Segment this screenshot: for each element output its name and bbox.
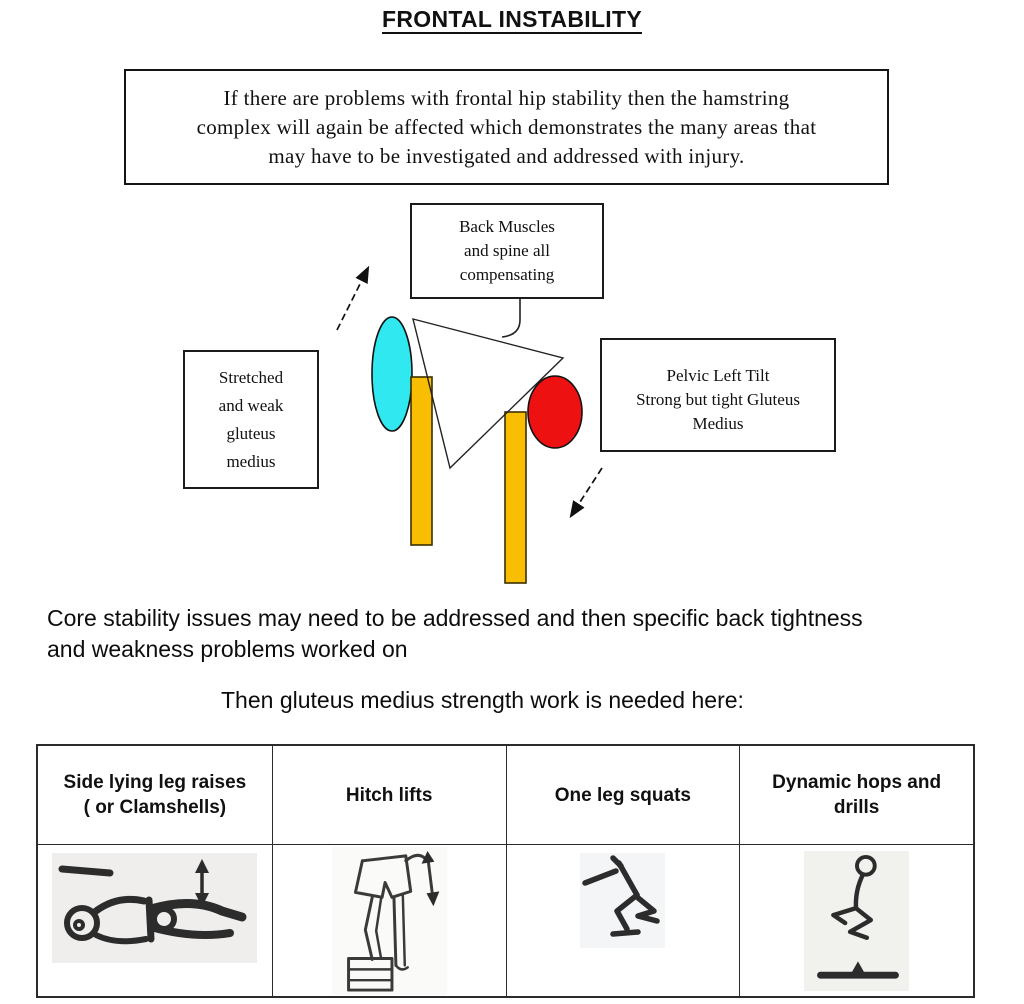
label-line: compensating <box>459 265 555 284</box>
table-header-dynamic-hops: Dynamic hops and drills <box>739 746 973 845</box>
box-connector-line <box>502 299 520 337</box>
label-line: Back Muscles <box>459 217 555 236</box>
intro-text-box <box>124 69 889 185</box>
table-header-one-leg-squats: One leg squats <box>506 746 740 845</box>
strength-work-subheading: Then gluteus medius strength work is needed here: <box>221 687 744 713</box>
pelvic-tilt-label-box <box>600 338 836 452</box>
exercise-table <box>36 744 975 998</box>
intro-line: complex will again be affected which demonstrates the many areas that <box>196 115 817 139</box>
up-left-arrow <box>337 268 368 330</box>
stretched-glute-label-box <box>183 350 319 489</box>
label-line: Stretched <box>218 368 284 387</box>
label-line: and spine all <box>464 241 550 260</box>
core-stability-paragraph <box>47 603 863 665</box>
table-cell-one-leg-squat-figure <box>506 845 740 996</box>
table-cell-side-lying-figure <box>38 845 272 996</box>
left-femur-rect <box>411 377 432 545</box>
table-cell-hitch-lift-figure <box>272 845 506 996</box>
one-leg-squat-figure <box>580 853 665 948</box>
hitch-lift-figure <box>332 847 447 995</box>
right-femur-rect <box>505 412 526 583</box>
table-cell-dynamic-hop-figure <box>739 845 973 996</box>
label-line: and weak <box>218 396 284 415</box>
intro-line: If there are problems with frontal hip stability then the hamstring <box>223 86 790 110</box>
down-right-arrow <box>571 468 602 516</box>
paragraph-line: Core stability issues may need to be addressed and then specific back tightness <box>47 605 863 631</box>
label-line: Medius <box>692 414 744 433</box>
tight-glute-ellipse <box>528 376 582 448</box>
label-line: Strong but tight Gluteus <box>636 390 800 409</box>
dynamic-hop-figure <box>804 851 909 991</box>
side-lying-leg-raise-figure <box>52 853 257 963</box>
stretched-glute-ellipse <box>372 317 412 431</box>
label-line: medius <box>226 452 276 471</box>
page-title: FRONTAL INSTABILITY <box>382 6 642 32</box>
label-line: Pelvic Left Tilt <box>666 366 770 385</box>
label-line: gluteus <box>226 424 276 443</box>
intro-line: may have to be investigated and addressed with injury. <box>268 144 745 168</box>
table-header-hitch-lifts: Hitch lifts <box>272 746 506 845</box>
table-header-side-lying: Side lying leg raises ( or Clamshells) <box>38 746 272 845</box>
paragraph-line: and weakness problems worked on <box>47 636 408 662</box>
back-muscles-label-box <box>410 203 604 299</box>
